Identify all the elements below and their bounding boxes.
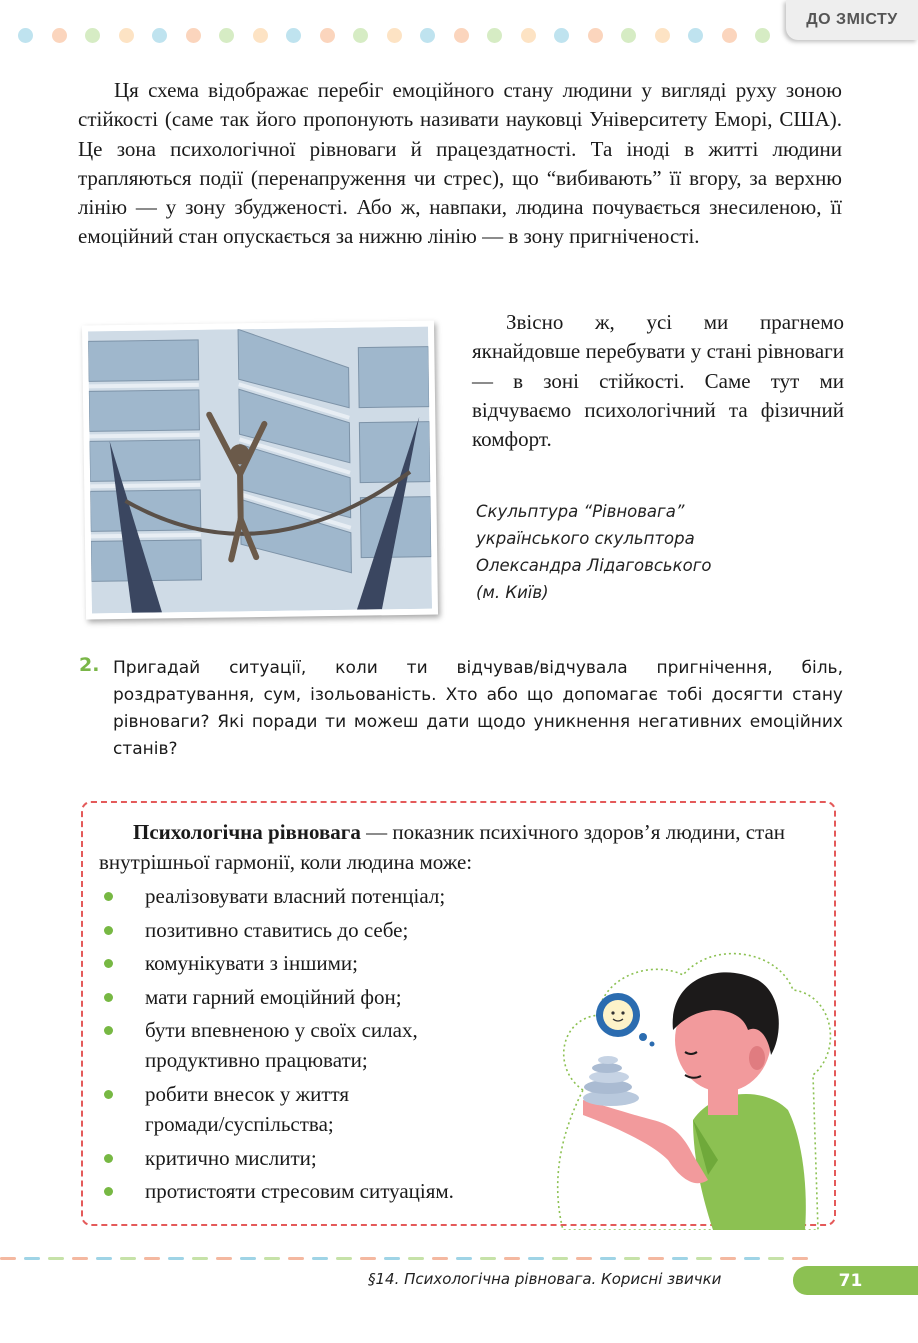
bullet-icon [104,892,113,901]
decor-dash [312,1257,328,1260]
decor-dash [576,1257,592,1260]
definition-item [102,1143,454,1173]
definition-item [102,915,454,945]
decor-dash [528,1257,544,1260]
decor-dash [432,1257,448,1260]
decor-dash [288,1257,304,1260]
decor-dot [755,28,770,43]
intro-paragraph: Ця схема відображає перебіг емоційного стану людини у вигляді руху зоною стійкості (саме так його пропонують називати науковці Університету Еморі, США). Це зона психологічної рівноваги й працездатності. Та іноді в житті людини трапляються події (перенапруження чи стрес), що “вибивають” її вгору, за верхню лінію — у зону збудженості. Або ж, навпаки, людина почувається знесиленою, її емоційний стан опускається за нижню лінію — в зону пригніченості. [78,78,842,249]
bullet-icon [104,993,113,1002]
decor-dash [264,1257,280,1260]
bullet-icon [104,1154,113,1163]
bullet-icon [104,926,113,935]
decor-dot [554,28,569,43]
definition-text: — показник психічного здоров’я людини, стан внутрішньої гармонії, коли людина може: [99,820,786,874]
decor-dash [384,1257,400,1260]
decor-dash [336,1257,352,1260]
top-dots-decoration [18,28,770,43]
decor-dot [219,28,234,43]
decor-dash [24,1257,40,1260]
decor-dot [621,28,636,43]
bullet-icon [104,1026,113,1035]
decor-dot [253,28,268,43]
toc-button[interactable]: ДО ЗМІСТУ [786,0,918,40]
definition-item-text: бути впевненою у своїх силах, продуктивно працювати; [145,1018,418,1073]
section-title: §14. Психологічна рівновага. Корисні звички [368,1270,722,1288]
definition-item [102,1176,454,1206]
definition-item-text: критично мислити; [145,1145,317,1170]
comfort-paragraph: Звісно ж, усі ми прагнемо якнайдовше перебувати у стані рівноваги — в зоні стійкості. Саме тут ми відчуваємо психологічний та фізичний комфорт. [472,310,844,452]
page-number: 71 [793,1266,918,1295]
decor-dash [72,1257,88,1260]
caption-line: (м. Київ) [476,583,549,602]
decor-dot [119,28,134,43]
decor-dash [360,1257,376,1260]
definition-item-text: комунікувати з іншими; [145,951,358,976]
decor-dash [240,1257,256,1260]
decor-dot [387,28,402,43]
decor-dash [600,1257,616,1260]
decor-dot [588,28,603,43]
definition-term: Психологічна рівновага [133,820,361,844]
decor-dash [456,1257,472,1260]
caption-line: Олександра Лідаговського [476,556,712,575]
decor-dash [480,1257,496,1260]
caption-line: українського скульптора [476,529,695,548]
decor-dash [120,1257,136,1260]
decor-dash [768,1257,784,1260]
decor-dash [0,1257,16,1260]
photo-caption [476,498,776,606]
decor-dot [52,28,67,43]
definition-intro [99,817,823,877]
task-number: 2. [79,654,100,676]
decor-dash [744,1257,760,1260]
definition-item [102,881,454,911]
bullet-icon [104,959,113,968]
decor-dash [216,1257,232,1260]
definition-item [102,982,454,1012]
sculpture-photo [82,321,438,620]
decor-dot [722,28,737,43]
decor-dash [552,1257,568,1260]
decor-dot [286,28,301,43]
decor-dash [48,1257,64,1260]
decor-dot [85,28,100,43]
decor-dash [144,1257,160,1260]
definition-item-text: реалізовувати власний потенціал; [145,884,446,908]
decor-dash [96,1257,112,1260]
decor-dash [624,1257,640,1260]
decor-dot [152,28,167,43]
decor-dot [487,28,502,43]
definition-item-text: позитивно ставитись до себе; [145,917,409,942]
decor-dash [672,1257,688,1260]
decor-dash [408,1257,424,1260]
sculpture-image [88,327,432,614]
decor-dash [720,1257,736,1260]
definition-item-text: робити внесок у життя громади/суспільства; [145,1081,350,1136]
boy-illustration [543,940,835,1230]
decor-dot [320,28,335,43]
decor-dot [655,28,670,43]
bullet-icon [104,1187,113,1196]
bottom-dashes-decoration [0,1257,808,1260]
task-text: Пригадай ситуації, коли ти відчував/відчувала пригнічення, біль, роздратування, сум, ізольованість. Хто або що допомагає тобі досягти стану рівноваги? Які поради ти можеш дати щодо уникнення негативних емоційних станів? [113,658,843,759]
decor-dash [648,1257,664,1260]
definition-item-text: протистояти стресовим ситуаціям. [145,1179,454,1204]
decor-dot [353,28,368,43]
decor-dot [688,28,703,43]
decor-dash [696,1257,712,1260]
decor-dot [420,28,435,43]
definition-item-text: мати гарний емоційний фон; [145,984,402,1009]
decor-dash [792,1257,808,1260]
definition-list [102,881,454,1210]
decor-dot [186,28,201,43]
decor-dash [168,1257,184,1260]
caption-line: Скульптура “Рівновага” [476,502,685,521]
decor-dot [521,28,536,43]
decor-dot [454,28,469,43]
definition-item [102,1015,454,1075]
decor-dash [192,1257,208,1260]
definition-item [102,1079,454,1139]
decor-dot [18,28,33,43]
definition-item [102,948,454,978]
decor-dash [504,1257,520,1260]
bullet-icon [104,1090,113,1099]
